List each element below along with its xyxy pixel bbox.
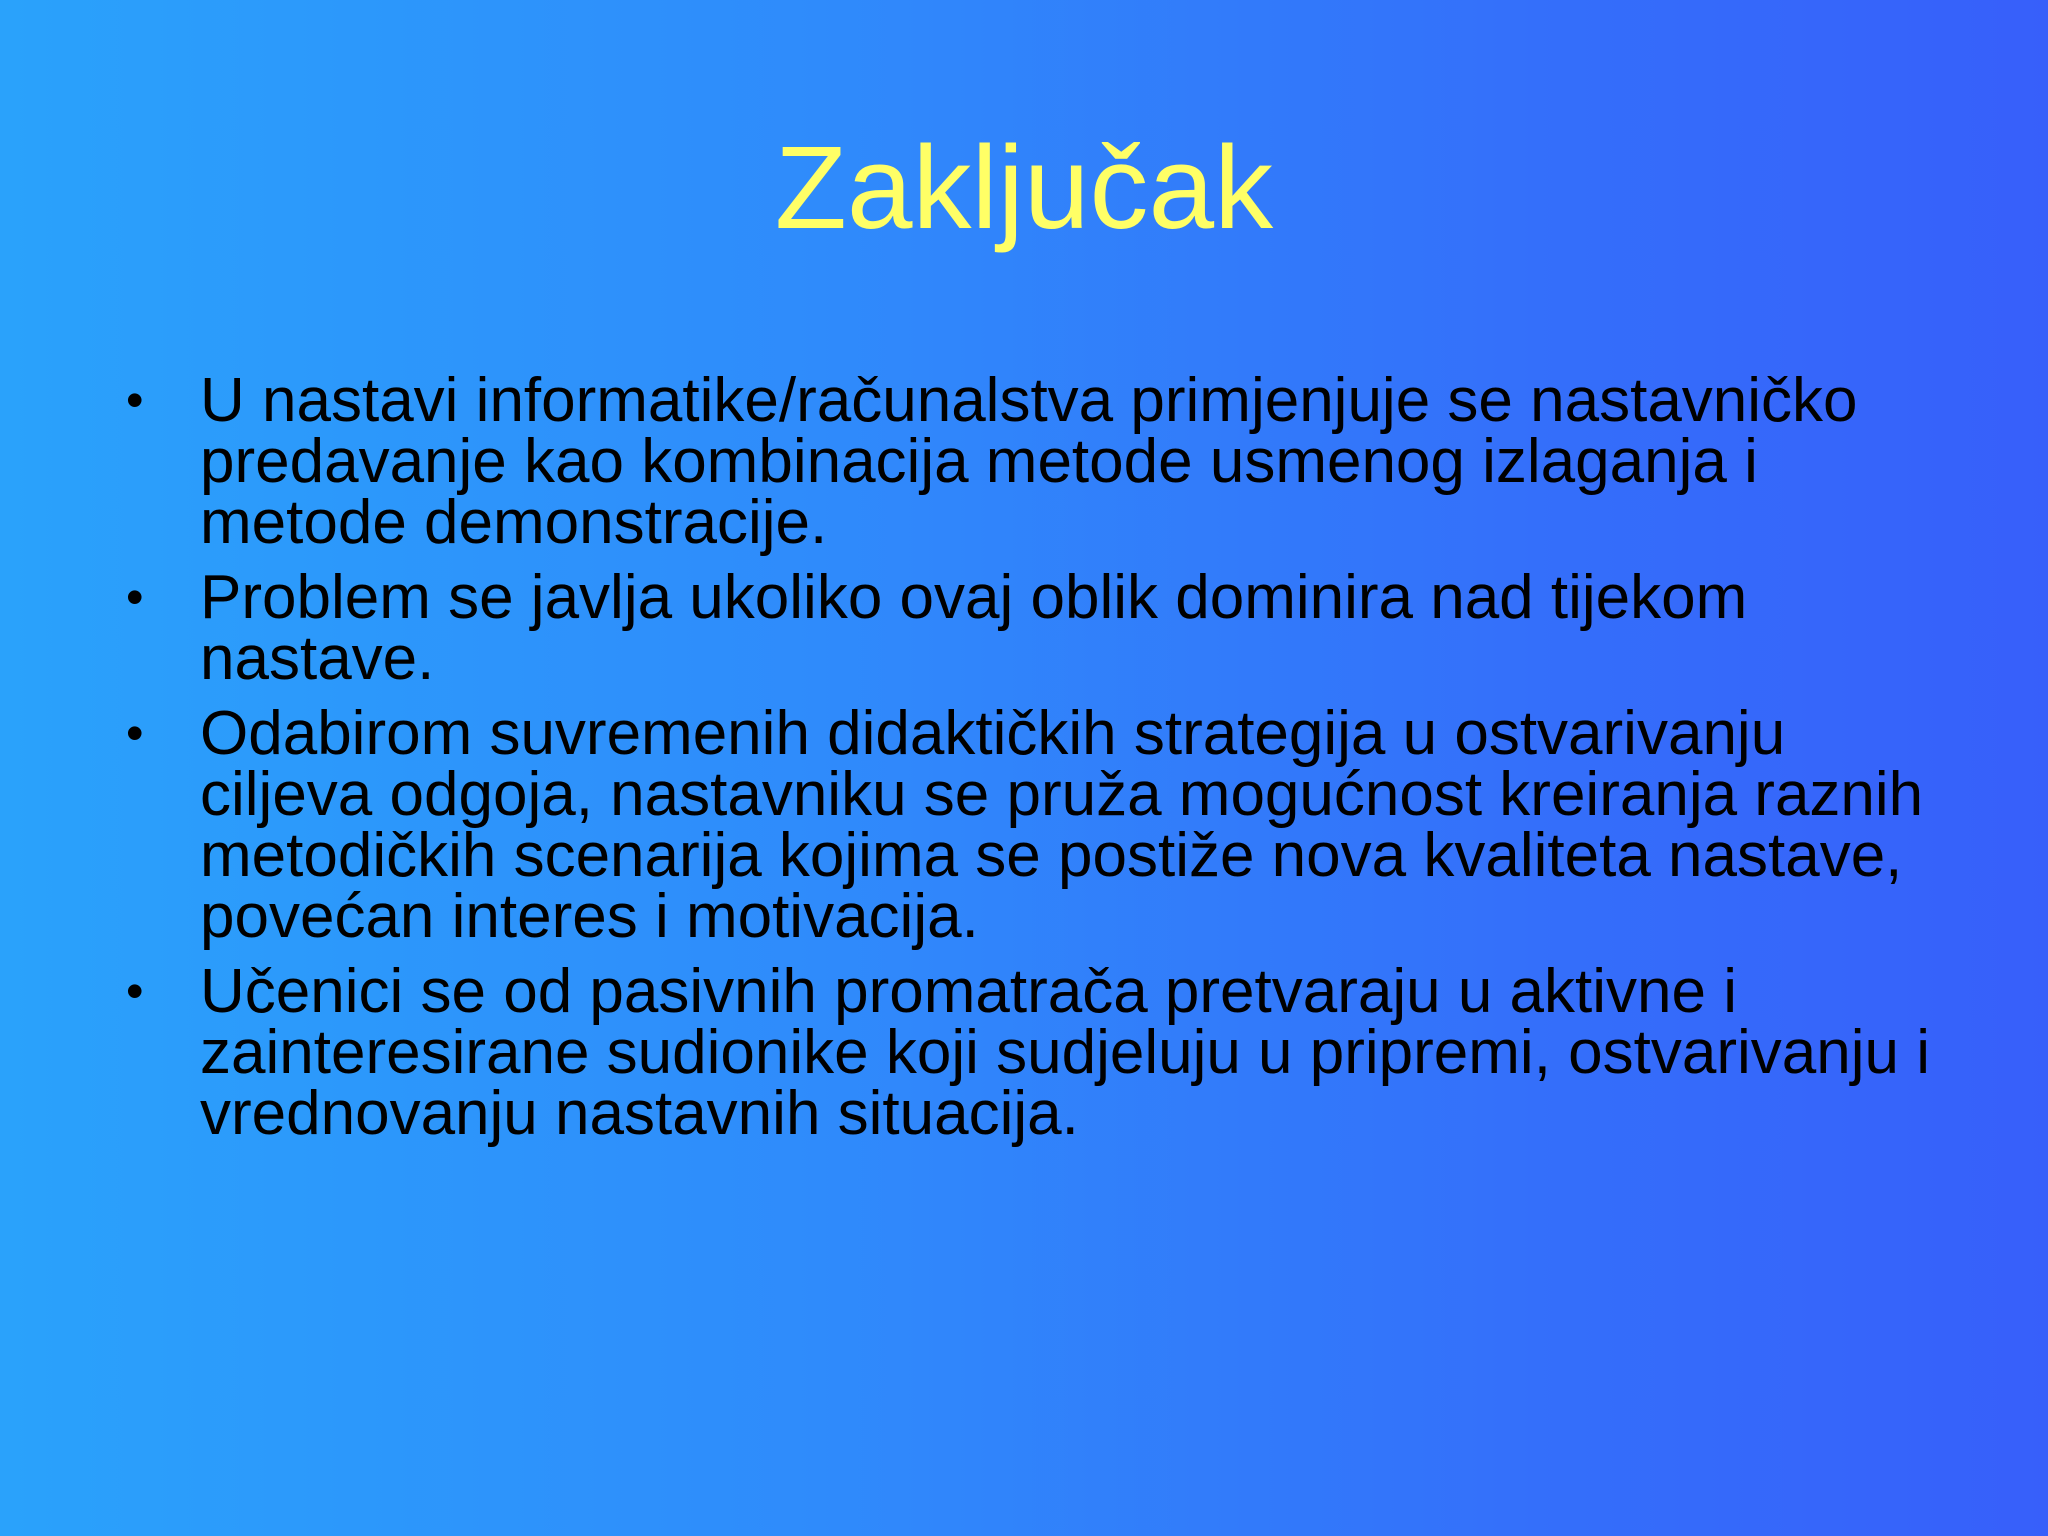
bullet-text: Problem se javlja ukoliko ovaj oblik dominira nad tijekom nastave. (200, 563, 1748, 693)
bullet-icon: • (126, 963, 144, 1019)
list-item (118, 957, 1948, 1148)
bullet-list (118, 366, 1948, 1158)
bullet-text: Učenici se od pasivnih promatrača pretvaraju u aktivne i zainteresirane sudionike koji sudjeluju u pripremi, ostvarivanju i vrednovanju nastavnih situacija. (200, 957, 1930, 1148)
list-item (118, 366, 1948, 557)
bullet-icon: • (126, 569, 144, 625)
slide-title: Zaključak (774, 122, 1274, 254)
list-item (118, 699, 1948, 951)
bullet-text: Odabirom suvremenih didaktičkih strategija u ostvarivanju ciljeva odgoja, nastavniku se pruža mogućnost kreiranja raznih metodičkih scenarija kojima se postiže nova kvaliteta nastave, povećan interes i motivacija. (200, 699, 1924, 951)
bullet-text: U nastavi informatike/računalstva primjenjuje se nastavničko predavanje kao kombinacija metode usmenog izlaganja i metode demonstracije. (200, 366, 1858, 557)
bullet-icon: • (126, 372, 144, 428)
list-item (118, 563, 1948, 693)
bullet-icon: • (126, 705, 144, 761)
